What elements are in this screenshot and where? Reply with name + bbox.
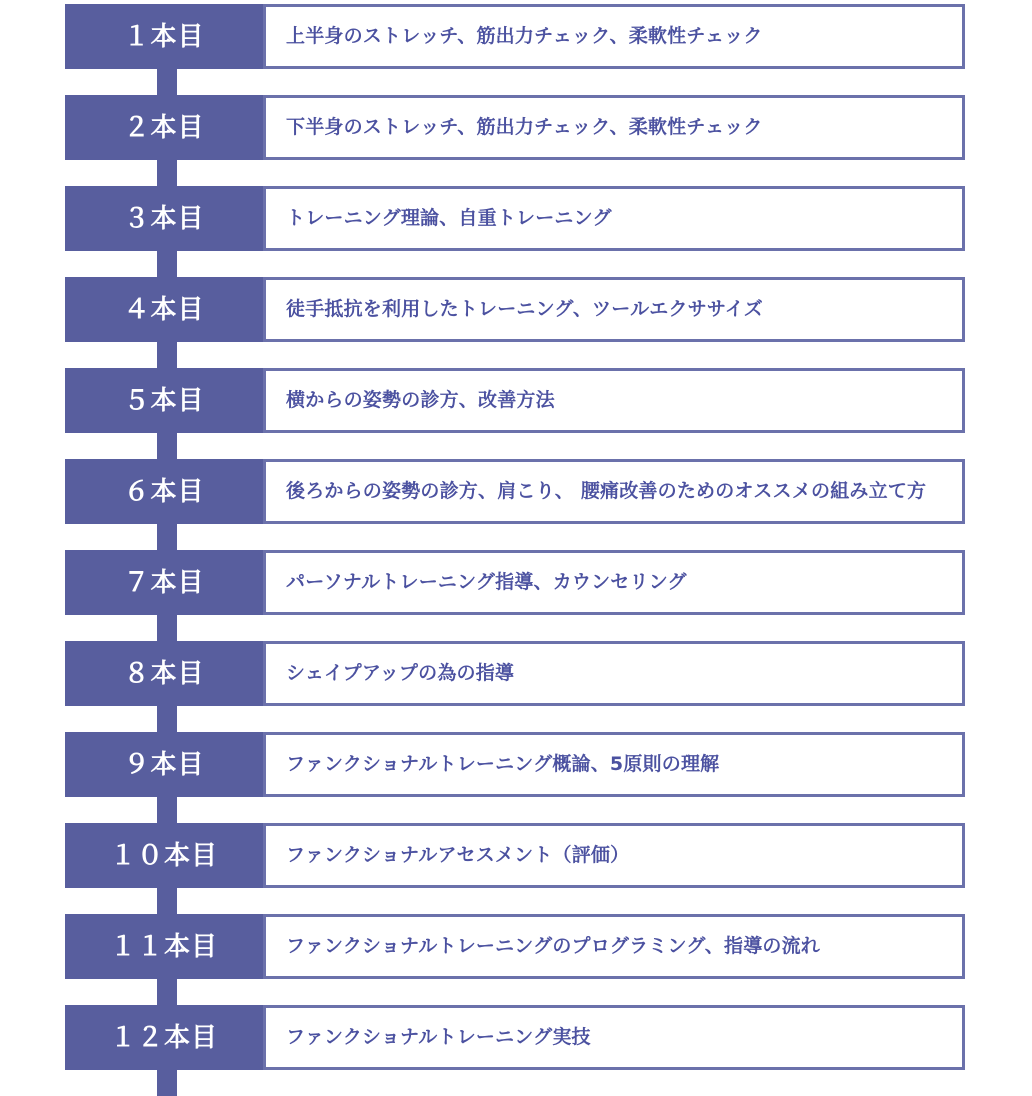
session-content-box bbox=[263, 641, 965, 706]
connector-bar bbox=[157, 797, 177, 823]
session-description: 徒手抵抗を利用したトレーニング、ツールエクササイズ bbox=[286, 297, 763, 320]
session-content-box bbox=[263, 823, 965, 888]
session-number-label: １本目 bbox=[123, 21, 205, 52]
session-number-label: ４本目 bbox=[123, 294, 205, 325]
session-row bbox=[65, 277, 965, 368]
session-row bbox=[65, 641, 965, 732]
session-number-badge bbox=[65, 1005, 263, 1070]
session-number-label: ８本目 bbox=[123, 658, 205, 689]
session-number-badge bbox=[65, 277, 263, 342]
session-number-label: １１本目 bbox=[109, 931, 218, 962]
connector-bar bbox=[157, 160, 177, 186]
session-content-box bbox=[263, 4, 965, 69]
session-number-badge bbox=[65, 732, 263, 797]
session-row bbox=[65, 732, 965, 823]
connector-bar bbox=[157, 615, 177, 641]
session-number-badge bbox=[65, 550, 263, 615]
session-content-box bbox=[263, 550, 965, 615]
session-number-badge bbox=[65, 459, 263, 524]
session-description: ファンクショナルトレーニング概論、5原則の理解 bbox=[286, 752, 720, 775]
connector-bar bbox=[157, 888, 177, 914]
session-description: シェイプアップの為の指導 bbox=[286, 661, 515, 684]
session-number-badge bbox=[65, 368, 263, 433]
session-number-badge bbox=[65, 4, 263, 69]
connector-bar bbox=[157, 1070, 177, 1096]
session-row bbox=[65, 459, 965, 550]
session-number-badge bbox=[65, 186, 263, 251]
session-number-label: ９本目 bbox=[123, 749, 205, 780]
session-description: 横からの姿勢の診方、改善方法 bbox=[286, 388, 555, 411]
session-description: ファンクショナルトレーニングのプログラミング、指導の流れ bbox=[286, 934, 820, 957]
session-number-badge bbox=[65, 95, 263, 160]
connector-bar bbox=[157, 979, 177, 1005]
session-content-box bbox=[263, 914, 965, 979]
session-row bbox=[65, 368, 965, 459]
session-number-label: １０本目 bbox=[109, 840, 218, 871]
connector-bar bbox=[157, 342, 177, 368]
session-number-label: ５本目 bbox=[123, 385, 205, 416]
session-content-box bbox=[263, 95, 965, 160]
session-number-badge bbox=[65, 914, 263, 979]
connector-bar bbox=[157, 706, 177, 732]
session-description: 後ろからの姿勢の診方、肩こり、 腰痛改善のためのオススメの組み立て方 bbox=[286, 479, 927, 502]
connector-bar bbox=[157, 69, 177, 95]
session-row bbox=[65, 550, 965, 641]
session-number-label: ６本目 bbox=[123, 476, 205, 507]
session-content-box bbox=[263, 368, 965, 433]
session-content-box bbox=[263, 459, 965, 524]
session-description: パーソナルトレーニング指導、カウンセリング bbox=[286, 570, 687, 593]
session-number-badge bbox=[65, 641, 263, 706]
session-content-box bbox=[263, 732, 965, 797]
session-description: 下半身のストレッチ、筋出力チェック、柔軟性チェック bbox=[286, 115, 763, 138]
session-number-badge bbox=[65, 823, 263, 888]
session-number-label: ７本目 bbox=[123, 567, 205, 598]
session-description: ファンクショナルアセスメント（評価） bbox=[286, 843, 630, 866]
session-number-label: ３本目 bbox=[123, 203, 205, 234]
session-number-label: ２本目 bbox=[123, 112, 205, 143]
connector-bar bbox=[157, 433, 177, 459]
session-list bbox=[65, 4, 965, 1096]
session-content-box bbox=[263, 1005, 965, 1070]
session-row bbox=[65, 186, 965, 277]
session-number-label: １２本目 bbox=[109, 1022, 218, 1053]
session-description: ファンクショナルトレーニング実技 bbox=[286, 1025, 591, 1048]
session-content-box bbox=[263, 277, 965, 342]
session-row bbox=[65, 914, 965, 1005]
session-description: トレーニング理論、自重トレーニング bbox=[286, 206, 612, 229]
connector-bar bbox=[157, 524, 177, 550]
session-description: 上半身のストレッチ、筋出力チェック、柔軟性チェック bbox=[286, 24, 763, 47]
session-row bbox=[65, 4, 965, 95]
session-row bbox=[65, 1005, 965, 1096]
session-row bbox=[65, 95, 965, 186]
session-content-box bbox=[263, 186, 965, 251]
session-row bbox=[65, 823, 965, 914]
connector-bar bbox=[157, 251, 177, 277]
